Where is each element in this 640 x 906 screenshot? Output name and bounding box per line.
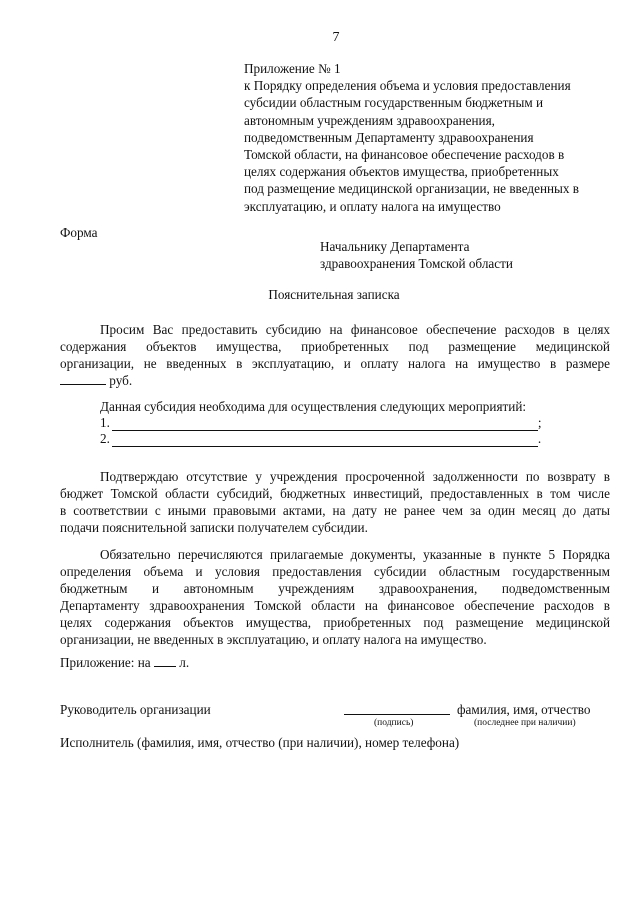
measure-blank[interactable] (112, 418, 538, 431)
signature-caption: (подпись) (374, 718, 414, 728)
executor-line: Исполнитель (фамилия, имя, отчество (при наличии), номер телефона) (60, 735, 460, 750)
currency-label: руб. (109, 373, 133, 388)
measure-end: ; (537, 415, 542, 430)
mandatory-line: целях содержания объектов имущества, приобретенных под размещение медицинской (60, 615, 610, 630)
name-caption: (последнее при наличии) (474, 718, 576, 728)
confirm-paragraph (60, 468, 610, 536)
signature-name-field: фамилия, имя, отчество (457, 702, 591, 717)
confirm-line: в соответствии с иными правовыми актами, на дату не ранее чем за один месяц до даты (60, 503, 610, 518)
request-line: Просим Вас предоставить субсидию на финансовое обеспечение расходов в целях (100, 322, 610, 337)
measures-intro: Данная субсидия необходима для осуществления следующих мероприятий: (100, 399, 527, 414)
request-line: организации, не введенных в эксплуатацию, и оплату налога на имущество в размере (60, 356, 610, 371)
attachment-line (60, 655, 189, 671)
mandatory-paragraph (60, 546, 610, 648)
addressee-block (320, 238, 513, 272)
appendix-line: целях содержания объектов имущества, приобретенных (244, 164, 559, 180)
document-title: Пояснительная записка (268, 287, 400, 302)
request-paragraph (60, 321, 610, 389)
addressee-line: Начальнику Департамента (320, 239, 470, 254)
mandatory-line: Обязательно перечисляются прилагаемые документы, указанные в пункте 5 Порядка (100, 547, 610, 562)
page-number: 7 (332, 30, 340, 45)
measures-block (100, 399, 542, 447)
attachment-suffix: л. (179, 655, 190, 670)
confirm-line: Подтверждаю отсутствие у учреждения просроченной задолженности по возврату в (100, 469, 610, 484)
measure-number: 1. (100, 415, 110, 430)
mandatory-line: бюджетным и автономным учреждениям здравоохранения, подведомственным (60, 581, 610, 596)
measure-item (100, 415, 542, 431)
appendix-line: Томской области, на финансовое обеспечение расходов в (244, 147, 565, 163)
attachment-pages-blank[interactable] (154, 655, 176, 667)
appendix-line: подведомственным Департаменту здравоохранения (244, 129, 534, 145)
mandatory-line: определения объема и условия предоставления субсидии областным государственным (60, 564, 610, 579)
measure-item (100, 431, 542, 447)
request-line: содержания объектов имущества, приобретенных под размещение медицинской (60, 339, 610, 354)
appendix-line: к Порядку определения объема и условия предоставления (244, 78, 571, 94)
signature-role: Руководитель организации (60, 702, 211, 717)
measure-number: 2. (100, 431, 110, 446)
amount-blank[interactable] (60, 373, 106, 385)
appendix-line: автономным учреждениям здравоохранения, (244, 112, 495, 128)
attachment-prefix: Приложение: на (60, 655, 151, 670)
appendix-line: Приложение № 1 (244, 61, 341, 76)
confirm-line: подачи пояснительной записки получателем субсидии. (60, 520, 368, 535)
mandatory-line: организации, не введенных в эксплуатацию, и оплату налога на имущество. (60, 632, 487, 647)
amount-line (60, 372, 610, 389)
mandatory-line: Департаменту здравоохранения Томской области на финансовое обеспечение расходов в (60, 598, 610, 613)
form-label: Форма (60, 225, 98, 240)
signature-blank[interactable] (344, 714, 450, 715)
appendix-line: субсидии областным государственным бюджетным и (244, 95, 544, 111)
confirm-line: бюджет Томской области субсидий, бюджетных инвестиций, предоставленных в том числе (60, 486, 610, 501)
appendix-line: эксплуатацию, и оплату налога на имущество (244, 198, 501, 214)
appendix-line: под размещение медицинской организации, не введенных в (244, 181, 580, 197)
addressee-line: здравоохранения Томской области (320, 256, 513, 271)
measure-end: . (537, 431, 542, 446)
measure-blank[interactable] (112, 434, 538, 447)
appendix-header (244, 60, 604, 215)
